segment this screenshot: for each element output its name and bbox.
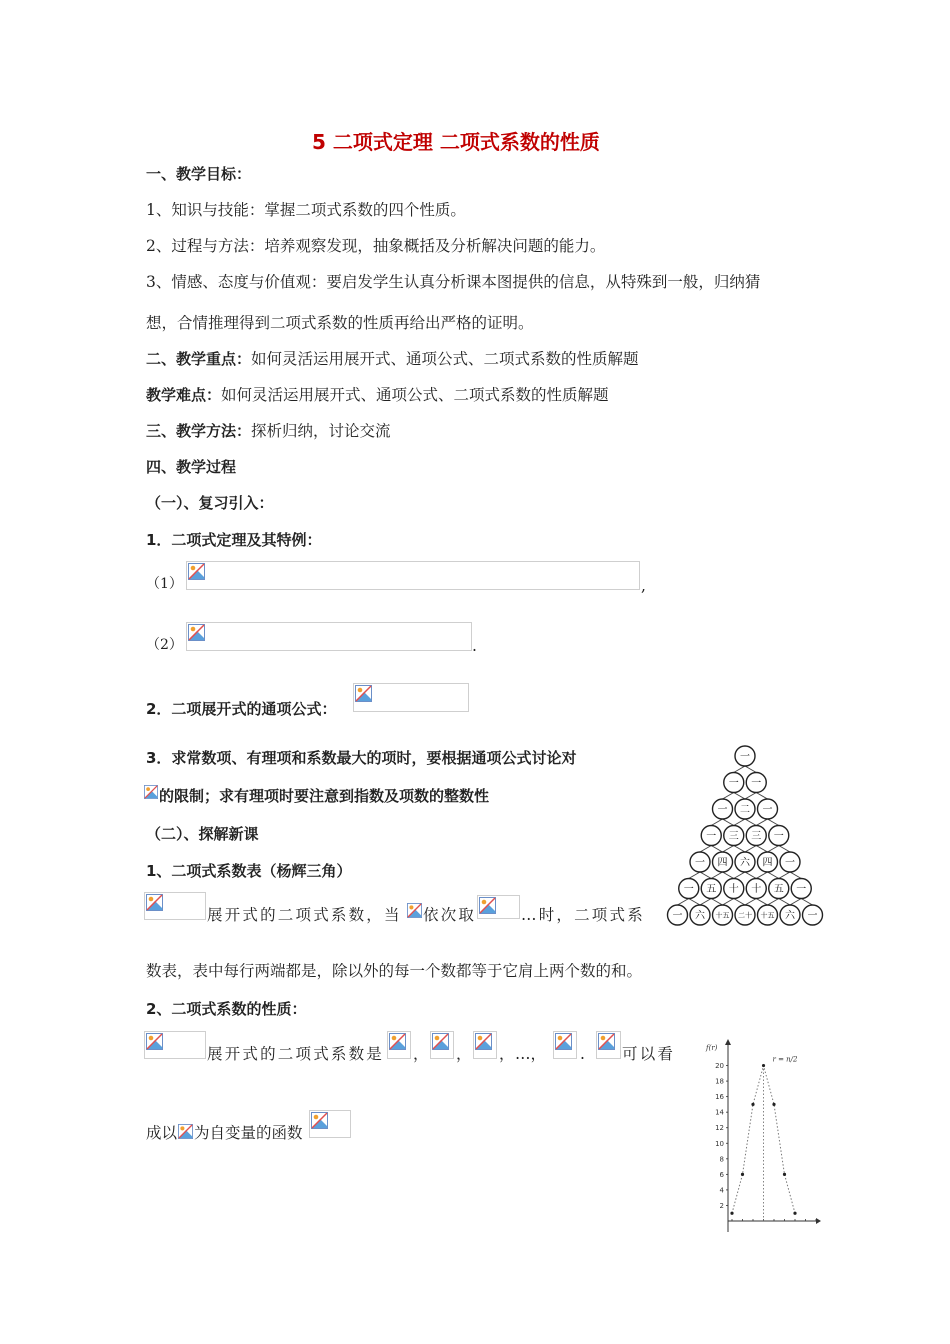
properties-item: 2、二项式系数的性质：	[146, 1000, 307, 1018]
triangle-link	[768, 846, 779, 853]
yanghui-triangle-figure	[655, 738, 835, 933]
broken-image-icon	[355, 685, 372, 702]
line1-text-a: 展开式的二项式系数，当	[207, 906, 402, 924]
eq1-label: （1）	[146, 576, 183, 592]
triangle-link	[700, 846, 711, 853]
triangle-link	[734, 899, 745, 906]
broken-image-icon	[479, 897, 496, 914]
line3-text-a: 展开式的二项式系数是	[207, 1045, 385, 1063]
triangle-link	[790, 872, 801, 879]
triangle-link	[734, 793, 745, 800]
ellipsis: …，	[515, 1045, 547, 1063]
triangle-link	[790, 899, 801, 906]
equation-2-image	[186, 622, 472, 651]
triangle-link	[756, 846, 767, 853]
triangle-link	[711, 846, 722, 853]
difficulty-label: 教学难点：	[146, 386, 222, 404]
triangle-number: 一	[796, 884, 807, 896]
y-axis-label: f(r)	[706, 1044, 718, 1052]
triangle-link	[723, 899, 734, 906]
triangle-number: 六	[785, 910, 795, 922]
comma-2: ，	[456, 1045, 472, 1063]
key-points-label: 二、教学重点：	[146, 350, 252, 368]
triangle-link	[768, 872, 779, 879]
y-tick-label: 20	[715, 1062, 724, 1071]
line2-text: 数表，表中每行两端都是，除以外的每一个数都等于它肩上两个数的和。	[146, 962, 643, 980]
broken-image-icon	[598, 1033, 615, 1050]
coef-image-2	[473, 1031, 497, 1059]
expansion-image-2	[144, 1031, 206, 1059]
y-tick-label: 4	[719, 1186, 724, 1195]
y-tick-label: 2	[719, 1201, 724, 1210]
triangle-link	[734, 846, 745, 853]
triangle-number: 六	[740, 857, 750, 869]
triangle-link	[689, 899, 700, 906]
triangle-link	[678, 899, 689, 906]
binomial-theorem-item: 1．二项式定理及其特例：	[146, 531, 322, 549]
y-tick-label: 10	[715, 1139, 724, 1148]
triangle-link	[756, 819, 767, 826]
triangle-number: 一	[695, 857, 705, 869]
triangle-link	[723, 846, 734, 853]
objective-2: 2、过程与方法：培养观察发现，抽象概括及分析解决问题的能力。	[146, 237, 606, 255]
binomial-coefficient-chart	[698, 1036, 822, 1232]
triangle-number: 五	[706, 884, 717, 896]
triangle-number: 十五	[715, 911, 730, 920]
triangle-link	[768, 819, 779, 826]
symmetry-annotation: r = n/2	[772, 1055, 798, 1064]
triangle-number: 六	[695, 910, 705, 922]
coef-image-0	[387, 1031, 411, 1059]
triangle-number: 五	[773, 884, 784, 896]
coef-image-1	[430, 1031, 454, 1059]
triangle-link	[711, 819, 722, 826]
triangle-link	[700, 872, 711, 879]
item3-line1: 3．求常数项、有理项和系数最大的项时，要根据通项公式讨论对	[146, 749, 577, 767]
comma-3: ，	[499, 1045, 515, 1063]
line4-text-b: 为自变量的函数	[194, 1124, 303, 1142]
triangle-number: 一	[762, 804, 773, 816]
data-point	[741, 1173, 744, 1176]
difficulty-text: 如何灵活运用展开式、通项公式、二项式系数的性质解题	[221, 386, 609, 404]
line1-text-b: 依次取	[423, 906, 477, 924]
triangle-number: 一	[807, 910, 818, 922]
data-point	[751, 1103, 754, 1106]
function-image	[309, 1110, 351, 1138]
broken-image-icon	[146, 894, 163, 911]
triangle-link	[779, 899, 790, 906]
triangle-link	[745, 766, 756, 773]
coef-image-n-1	[553, 1031, 577, 1059]
method-text: 探析归纳，讨论交流	[251, 422, 391, 440]
method	[146, 420, 391, 441]
triangle-number: 一	[773, 831, 784, 843]
data-point	[772, 1103, 775, 1106]
triangle-link	[779, 846, 790, 853]
data-point	[730, 1212, 733, 1215]
triangle-link	[734, 872, 745, 879]
general-term-image	[353, 683, 469, 712]
key-points-text: 如何灵活运用展开式、通项公式、二项式系数的性质解题	[251, 350, 639, 368]
x-axis-arrow	[816, 1218, 821, 1224]
section-objectives-heading: 一、教学目标：	[146, 165, 252, 183]
triangle-number: 一	[740, 751, 750, 763]
comma-1: ，	[413, 1045, 429, 1063]
y-tick-label: 14	[715, 1108, 724, 1117]
broken-image-icon	[188, 563, 205, 580]
triangle-link	[689, 872, 700, 879]
triangle-number: 四	[717, 857, 728, 869]
y-tick-label: 8	[719, 1155, 724, 1164]
triangle-number: 十五	[760, 911, 775, 920]
line1-text-c: …时，二项式系	[521, 906, 645, 924]
broken-image-icon	[389, 1033, 406, 1050]
triangle-link	[801, 899, 812, 906]
equation-1-image	[186, 561, 640, 590]
coef-image-n	[596, 1031, 621, 1059]
triangle-number: 三	[751, 831, 762, 843]
triangle-number: 二十	[738, 911, 752, 920]
line4-text-a: 成以	[146, 1124, 178, 1142]
broken-image-icon	[475, 1033, 492, 1050]
item3-line2: 的限制；求有理项时要注意到指数及项数的整数性	[159, 787, 490, 805]
triangle-link	[756, 899, 767, 906]
triangle-number: 一	[751, 778, 762, 790]
broken-image-icon	[188, 624, 205, 641]
page-title: 5 二项式定理 二项式系数的性质	[312, 130, 600, 154]
triangle-link	[745, 793, 756, 800]
method-label: 三、教学方法：	[146, 422, 252, 440]
broken-image-icon	[311, 1112, 328, 1129]
triangle-number: 一	[706, 831, 717, 843]
sequence-image	[477, 895, 520, 919]
triangle-number: 一	[672, 910, 683, 922]
y-axis-arrow	[725, 1039, 731, 1045]
triangle-number: 一	[683, 884, 694, 896]
broken-image-icon	[555, 1033, 572, 1050]
objective-1: 1、知识与技能：掌握二项式系数的四个性质。	[146, 201, 466, 219]
y-tick-label: 18	[715, 1077, 724, 1086]
triangle-number: 三	[728, 831, 739, 843]
review-heading: （一）、复习引入：	[146, 494, 274, 512]
eq2-tail: .	[472, 637, 477, 655]
objective-3-line2: 想，合情推理得到二项式系数的性质再给出严格的证明。	[146, 314, 534, 332]
triangle-link	[745, 899, 756, 906]
triangle-link	[756, 793, 767, 800]
triangle-number: 二	[740, 804, 750, 816]
eq2-label: （2）	[146, 637, 183, 653]
y-tick-label: 16	[715, 1093, 724, 1102]
triangle-link	[723, 872, 734, 879]
triangle-link	[723, 819, 734, 826]
triangle-link	[723, 793, 734, 800]
data-point	[793, 1212, 796, 1215]
broken-image-icon	[432, 1033, 449, 1050]
triangle-link	[711, 899, 722, 906]
objective-3-line1: 3、情感、态度与价值观：要启发学生认真分析课本图提供的信息，从特殊到一般，归纳猜	[146, 273, 761, 291]
general-term-item: 2．二项展开式的通项公式：	[146, 700, 337, 718]
triangle-number: 一	[785, 857, 795, 869]
triangle-link	[745, 819, 756, 826]
new-lesson-heading: （二）、探解新课	[146, 825, 259, 843]
key-points	[146, 348, 639, 369]
eq1-tail: ,	[641, 577, 646, 595]
process-heading: 四、教学过程	[146, 458, 237, 476]
broken-image-icon	[146, 1033, 163, 1050]
period: .	[580, 1045, 585, 1063]
y-tick-label: 12	[715, 1124, 724, 1133]
yanghui-item: 1、二项式系数表（杨辉三角）	[146, 862, 352, 880]
triangle-number: 一	[728, 778, 739, 790]
triangle-number: 十	[751, 884, 762, 896]
expansion-image-1	[144, 892, 206, 920]
triangle-link	[700, 899, 711, 906]
triangle-link	[734, 766, 745, 773]
y-tick-label: 6	[719, 1170, 724, 1179]
triangle-link	[734, 819, 745, 826]
inline-image-icon	[178, 1124, 193, 1139]
triangle-link	[756, 872, 767, 879]
triangle-number: 四	[762, 857, 773, 869]
line3-text-b: 可以看	[622, 1045, 676, 1063]
triangle-number: 一	[717, 804, 728, 816]
data-point	[762, 1064, 765, 1067]
data-point	[783, 1173, 786, 1176]
inline-image-icon	[144, 785, 158, 799]
triangle-link	[711, 872, 722, 879]
triangle-link	[768, 899, 779, 906]
triangle-number: 十	[728, 884, 739, 896]
triangle-link	[745, 872, 756, 879]
inline-image-icon	[407, 903, 422, 918]
difficulty	[146, 384, 609, 405]
triangle-link	[745, 846, 756, 853]
triangle-link	[779, 872, 790, 879]
